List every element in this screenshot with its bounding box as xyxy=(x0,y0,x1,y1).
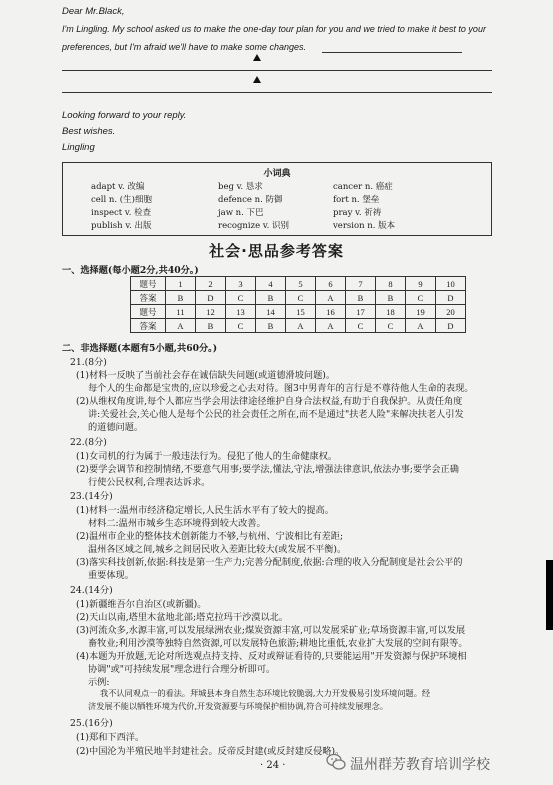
question-number: 23.(14分) xyxy=(70,491,113,502)
table-cell: A xyxy=(286,319,316,333)
answer-line: 行使公民权利,合理表达诉求。 xyxy=(88,477,211,488)
table-cell: 14 xyxy=(256,305,286,319)
blank-line xyxy=(62,92,492,93)
answer-line: (2)天山以南,塔里木盆地北部;塔克拉玛干沙漠以北。 xyxy=(76,612,288,623)
table-cell: D xyxy=(196,291,226,305)
table-cell: A xyxy=(316,291,346,305)
answer-line: (1)材料一:温州市经济稳定增长,人民生活水平有了较大的提高。 xyxy=(76,505,334,516)
answer-line: 温州各区域之间,城乡之间居民收入差距比较大(或发展不平衡)。 xyxy=(88,544,347,555)
answer-line: 讲:关爱社会,关心他人是每个公民的社会责任之所在,而不是通过"扶老人险"来解决扶老人引发 xyxy=(88,409,464,420)
vocab-word: inspect v. 检查 xyxy=(91,208,152,218)
vocab-word: cancer n. 癌症 xyxy=(333,182,393,192)
table-cell: 13 xyxy=(226,305,256,319)
table-cell: C xyxy=(226,291,256,305)
table-cell: D xyxy=(436,319,466,333)
letter-salutation: Dear Mr.Black, xyxy=(62,6,125,17)
table-cell: B xyxy=(376,291,406,305)
vocab-word: adapt v. 改编 xyxy=(91,182,145,192)
question-number: 25.(16分) xyxy=(70,718,113,729)
letter-signature: Lingling xyxy=(62,142,95,153)
vocab-word: publish v. 出版 xyxy=(91,221,152,231)
table-cell: C xyxy=(406,291,436,305)
table-cell: 12 xyxy=(196,305,226,319)
answer-table xyxy=(130,276,466,333)
table-cell: 10 xyxy=(436,277,466,291)
answer-line: 材料二:温州市城乡生态环境得到较大改善。 xyxy=(88,518,266,529)
answer-line: 协调"或"可持续发展"理念进行合理分析即可。 xyxy=(88,664,276,675)
triangle-marker-icon xyxy=(253,54,261,61)
table-cell: 11 xyxy=(166,305,196,319)
table-cell: 5 xyxy=(286,277,316,291)
question-number: 21.(8分) xyxy=(70,357,107,368)
table-cell: 20 xyxy=(436,305,466,319)
table-cell: 1 xyxy=(166,277,196,291)
table-cell: A xyxy=(406,319,436,333)
vocab-word: jaw n. 下巴 xyxy=(218,208,264,218)
answer-line: (3)落实科技创新,依据:科技是第一生产力;完善分配制度,依据:合理的收入分配制度是社会公平的 xyxy=(76,557,463,568)
table-cell: A xyxy=(316,319,346,333)
watermark-text: 温州群芳教育培训学校 xyxy=(350,757,490,773)
answer-line: (2)要学会调节和控制情绪,不要意气用事;要学法,懂法,守法,增强法律意识,依法办事;要学会正确 xyxy=(76,464,459,475)
answer-line: 的道德问题。 xyxy=(88,422,144,433)
triangle-marker-icon xyxy=(253,76,261,83)
answer-line: (2)中国沦为半殖民地半封建社会。反帝反封建(或反封建反侵略)。 xyxy=(76,746,345,757)
vocab-word: pray v. 祈祷 xyxy=(333,208,382,218)
question-number: 22.(8分) xyxy=(70,437,107,448)
example-line: 我不认同观点一的看法。拜城县本身自然生态环境比较脆弱,大力开发极易引发环境问题。经 xyxy=(100,688,431,698)
answer-line: (2)从维权角度讲,每个人都应当学会用法律途径维护自身合法权益,有助于自我保护。从责任角度 xyxy=(76,396,463,407)
answer-line: (2)温州市企业的整体技术创新能力不够,与杭州、宁波相比有差距; xyxy=(76,531,344,542)
letter-closing-1: Looking forward to your reply. xyxy=(62,110,187,121)
letter-line-2: preferences, but I'm afraid we'll have to make some changes. xyxy=(62,42,307,52)
vocab-word: fort n. 堡垒 xyxy=(333,195,380,205)
table-cell: 8 xyxy=(376,277,406,291)
answer-line: (1)新疆维吾尔自治区(或新疆)。 xyxy=(76,599,207,610)
table-row xyxy=(131,291,466,305)
table-cell: 9 xyxy=(406,277,436,291)
answer-line: 重要体现。 xyxy=(88,570,134,581)
table-cell: D xyxy=(436,291,466,305)
table-cell: 6 xyxy=(316,277,346,291)
answer-line: (3)河流众多,水源丰富,可以发展绿洲农业;煤炭资源丰富,可以发展采矿业;草场资源丰富,可以发展 xyxy=(76,625,466,636)
answer-line: (1)材料一反映了当前社会存在诚信缺失问题(或道德滑坡问题)。 xyxy=(76,370,336,381)
blank-line xyxy=(62,70,492,71)
section-1-title: 一、选择题(每小题2分,共40分。) xyxy=(62,265,199,276)
vocab-word: recognize v. 识别 xyxy=(218,221,290,231)
letter-line-1: I'm Lingling. My school asked us to make the one-day tour plan for you and we tried to make it best to your xyxy=(62,24,486,34)
table-cell: C xyxy=(376,319,406,333)
answer-heading: 社会·思品参考答案 xyxy=(209,242,344,260)
table-cell: 19 xyxy=(406,305,436,319)
vocab-title: 小词典 xyxy=(263,169,291,179)
answer-line: 示例: xyxy=(88,677,110,688)
table-cell: B xyxy=(256,291,286,305)
wechat-icon xyxy=(326,752,346,772)
table-cell: A xyxy=(166,319,196,333)
table-row xyxy=(131,319,466,333)
table-cell: B xyxy=(196,319,226,333)
section-2-title: 二、非选择题(本题有5小题,共60分。) xyxy=(62,343,218,354)
scan-edge-mark xyxy=(546,560,553,630)
table-cell: B xyxy=(166,291,196,305)
answer-line: (4)本题为开放题,无论对所选观点持支持、反对或辩证看待的,只要能运用"开发资源与保护环境相 xyxy=(76,651,467,662)
table-cell: 3 xyxy=(226,277,256,291)
vocab-word: version n. 版本 xyxy=(333,221,396,231)
vocab-word: beg v. 恳求 xyxy=(218,182,263,192)
vocab-word: defence n. 防御 xyxy=(218,195,283,205)
letter-closing-2: Best wishes. xyxy=(62,126,116,137)
table-cell: C xyxy=(286,291,316,305)
answer-line: 每个人的生命都是宝贵的,应以珍爱之心去对待。图3中男青年的言行是不尊待他人生命的表现。 xyxy=(88,383,474,394)
table-cell: 7 xyxy=(346,277,376,291)
question-number: 24.(14分) xyxy=(70,585,113,596)
table-cell: 15 xyxy=(286,305,316,319)
answer-line: (1)女司机的行为属于一般违法行为。侵犯了他人的生命健康权。 xyxy=(76,451,338,462)
page-number: · 24 · xyxy=(260,760,286,771)
row-label: 题号 xyxy=(131,277,166,291)
table-cell: 16 xyxy=(316,305,346,319)
table-cell: B xyxy=(256,319,286,333)
table-row xyxy=(131,305,466,319)
table-cell: C xyxy=(226,319,256,333)
blank-line xyxy=(322,52,462,53)
table-cell: 2 xyxy=(196,277,226,291)
table-cell: C xyxy=(346,319,376,333)
row-label: 题号 xyxy=(131,305,166,319)
answer-line: 畜牧业;利用沙漠等独特自然资源,可以发展特色旅游;耕地比重低,农业扩大发展的空间有限等。 xyxy=(88,638,468,649)
table-cell: 18 xyxy=(376,305,406,319)
vocab-word: cell n. (生)细胞 xyxy=(91,195,152,205)
example-line: 济发展不能以牺牲环境为代价,开发资源要与环境保护相协调,符合可持续发展理念。 xyxy=(88,701,388,711)
table-row xyxy=(131,277,466,291)
vocab-box xyxy=(62,162,492,236)
answer-line: (1)郑和下西洋。 xyxy=(76,732,145,743)
row-label: 答案 xyxy=(131,291,166,305)
row-label: 答案 xyxy=(131,319,166,333)
table-cell: B xyxy=(346,291,376,305)
table-cell: 17 xyxy=(346,305,376,319)
table-cell: 4 xyxy=(256,277,286,291)
